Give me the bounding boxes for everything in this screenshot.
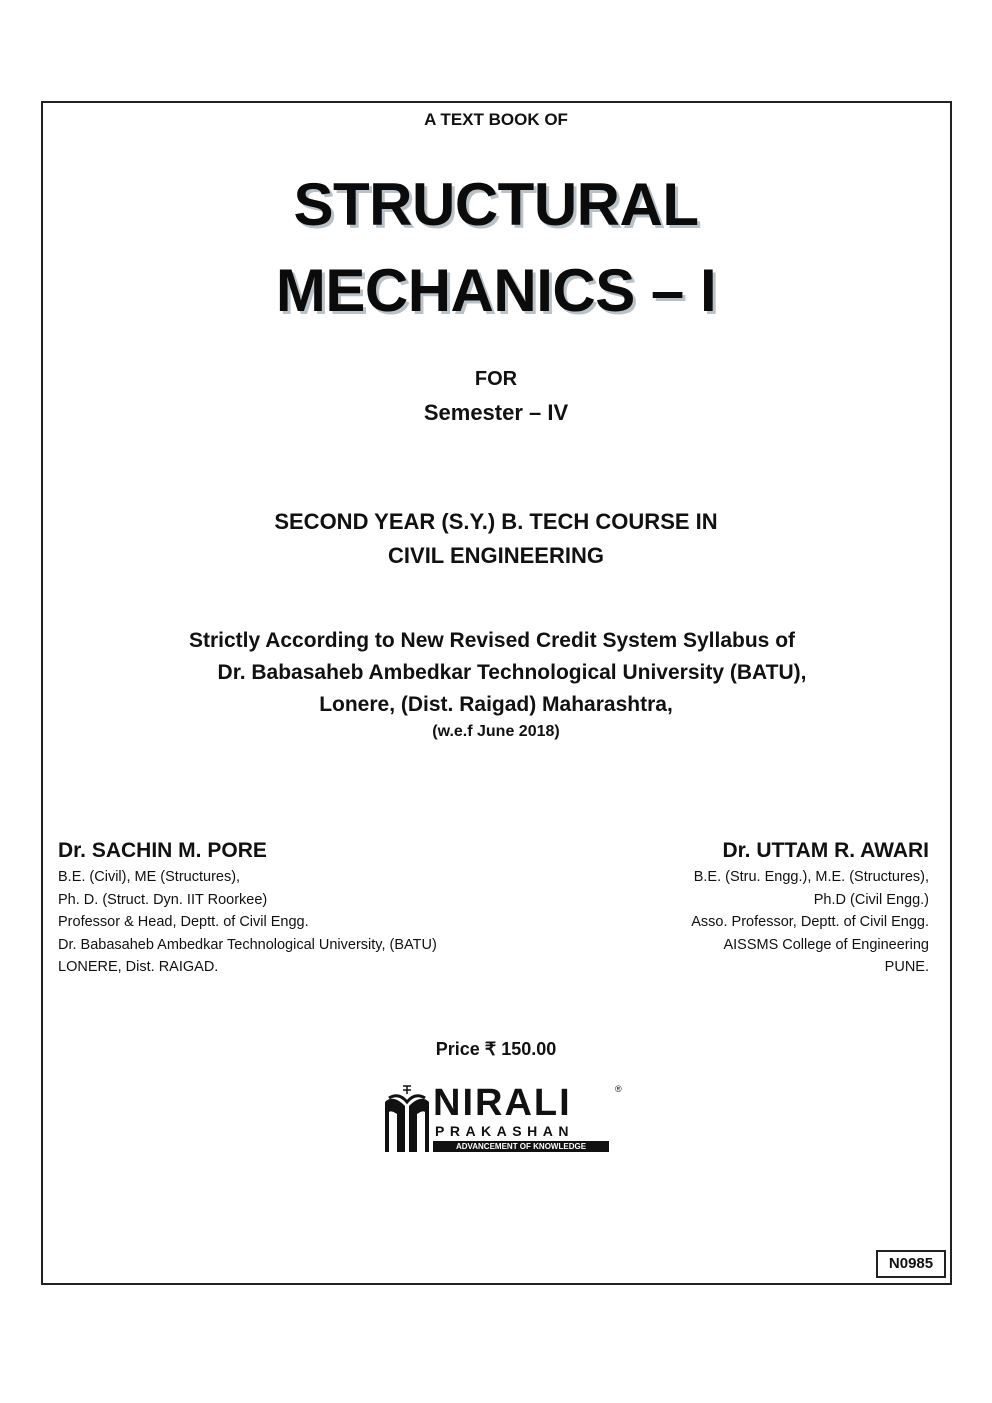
author-detail: B.E. (Civil), ME (Structures),	[58, 869, 241, 885]
course-line-1: SECOND YEAR (S.Y.) B. TECH COURSE IN	[274, 509, 718, 534]
author-detail: Ph. D. (Struct. Dyn. IIT Roorkee)	[58, 891, 268, 908]
publisher-name: NIRALI	[433, 1082, 572, 1124]
book-emblem-icon	[383, 1084, 431, 1154]
author-name: Dr. SACHIN M. PORE	[58, 839, 267, 862]
author-1	[58, 836, 437, 979]
syllabus-line-3: Lonere, (Dist. Raigad) Maharashtra,	[319, 693, 673, 716]
semester: Semester – IV	[423, 400, 569, 425]
publisher-sub: PRAKASHAN	[435, 1123, 574, 1139]
author-name: Dr. UTTAM R. AWARI	[722, 839, 929, 862]
author-detail: PUNE.	[884, 959, 929, 975]
title-line-1: STRUCTURAL	[293, 171, 699, 238]
author-detail: LONERE, Dist. RAIGAD.	[58, 959, 219, 975]
author-detail: Asso. Professor, Deptt. of Civil Engg.	[691, 914, 929, 930]
publisher-tagline: ADVANCEMENT OF KNOWLEDGE	[433, 1141, 609, 1152]
author-2	[691, 836, 929, 979]
syllabus-line-1: Strictly According to New Revised Credit System Syllabus of	[188, 629, 796, 652]
author-detail: AISSMS College of Engineering	[723, 936, 929, 953]
publisher-logo	[383, 1084, 623, 1156]
author-detail: Dr. Babasaheb Ambedkar Technological University, (BATU)	[58, 936, 437, 953]
price: Price ₹ 150.00	[435, 1039, 557, 1059]
title-line-2: MECHANICS – I	[275, 257, 717, 324]
header-label: A TEXT BOOK OF	[424, 110, 568, 129]
author-detail: Professor & Head, Deptt. of Civil Engg.	[58, 914, 309, 930]
author-detail: B.E. (Stru. Engg.), M.E. (Structures),	[693, 869, 929, 885]
course-line-2: CIVIL ENGINEERING	[388, 543, 604, 568]
registered-mark-icon: ®	[615, 1084, 622, 1094]
for-label: FOR	[474, 368, 518, 390]
syllabus-line-4: (w.e.f June 2018)	[432, 723, 560, 740]
book-code: N0985	[876, 1250, 946, 1278]
syllabus-line-2: Dr. Babasaheb Ambedkar Technological University (BATU),	[217, 661, 807, 684]
author-detail: Ph.D (Civil Engg.)	[813, 891, 929, 908]
